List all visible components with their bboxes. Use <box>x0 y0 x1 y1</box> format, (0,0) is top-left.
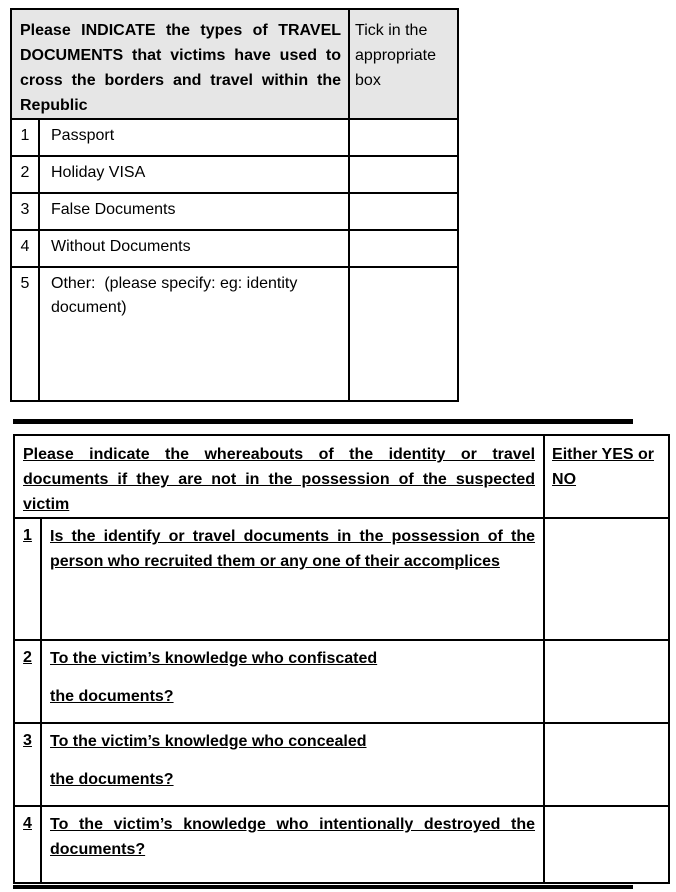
document-type-label: Passport <box>39 119 349 156</box>
separator-rule-bottom <box>13 885 633 889</box>
question-line: To the victim’s knowledge who confiscated <box>50 650 378 667</box>
document-type-label: Without Documents <box>39 230 349 267</box>
table-row <box>11 193 458 230</box>
question-text <box>41 723 544 806</box>
table1-header-title: Please INDICATE the types of TRAVEL DOCUMENTS that victims have used to cross the borders and travel within the Republic <box>11 9 349 119</box>
question-text <box>41 806 544 883</box>
document-type-label: Other: (please specify: eg: identity document) <box>39 267 349 401</box>
tick-box-holiday-visa[interactable] <box>349 156 458 193</box>
question-number: 4 <box>14 806 41 883</box>
question-row <box>14 640 669 723</box>
question-row <box>14 806 669 883</box>
question-text <box>41 640 544 723</box>
row-number: 1 <box>11 119 39 156</box>
question-line: the documents? <box>50 688 174 705</box>
table1-tick-instruction: Tick in the appropriate box <box>349 9 458 119</box>
question-line: To the victim’s knowledge who intentionally destroyed the documents? <box>50 816 536 858</box>
answer-cell-4[interactable] <box>544 806 669 883</box>
row-number: 3 <box>11 193 39 230</box>
table-row <box>11 267 458 401</box>
answer-cell-3[interactable] <box>544 723 669 806</box>
table-row <box>11 156 458 193</box>
question-line: Is the identify or travel documents in the possession of the person who recruited them or any one of their accomplices <box>50 528 536 570</box>
question-number: 2 <box>14 640 41 723</box>
document-type-label: False Documents <box>39 193 349 230</box>
table2-header-row <box>14 435 669 518</box>
question-text <box>41 518 544 640</box>
table2-answer-header: Either YES or NO <box>544 435 669 518</box>
table-row <box>11 230 458 267</box>
question-number: 1 <box>14 518 41 640</box>
question-row <box>14 723 669 806</box>
tick-box-other[interactable] <box>349 267 458 401</box>
tick-box-passport[interactable] <box>349 119 458 156</box>
question-row <box>14 518 669 640</box>
question-number: 3 <box>14 723 41 806</box>
tick-box-without-documents[interactable] <box>349 230 458 267</box>
table2-header-title: Please indicate the whereabouts of the identity or travel documents if they are not in the possession of the suspected victim <box>14 435 544 518</box>
travel-documents-table <box>10 8 459 402</box>
tick-box-false-documents[interactable] <box>349 193 458 230</box>
question-line: To the victim’s knowledge who concealed <box>50 733 367 750</box>
separator-rule-top <box>13 419 633 424</box>
whereabouts-table <box>13 434 670 884</box>
row-number: 4 <box>11 230 39 267</box>
document-type-label: Holiday VISA <box>39 156 349 193</box>
table-row <box>11 119 458 156</box>
answer-cell-1[interactable] <box>544 518 669 640</box>
answer-cell-2[interactable] <box>544 640 669 723</box>
question-line: the documents? <box>50 771 174 788</box>
row-number: 5 <box>11 267 39 401</box>
table1-header-row <box>11 9 458 119</box>
row-number: 2 <box>11 156 39 193</box>
